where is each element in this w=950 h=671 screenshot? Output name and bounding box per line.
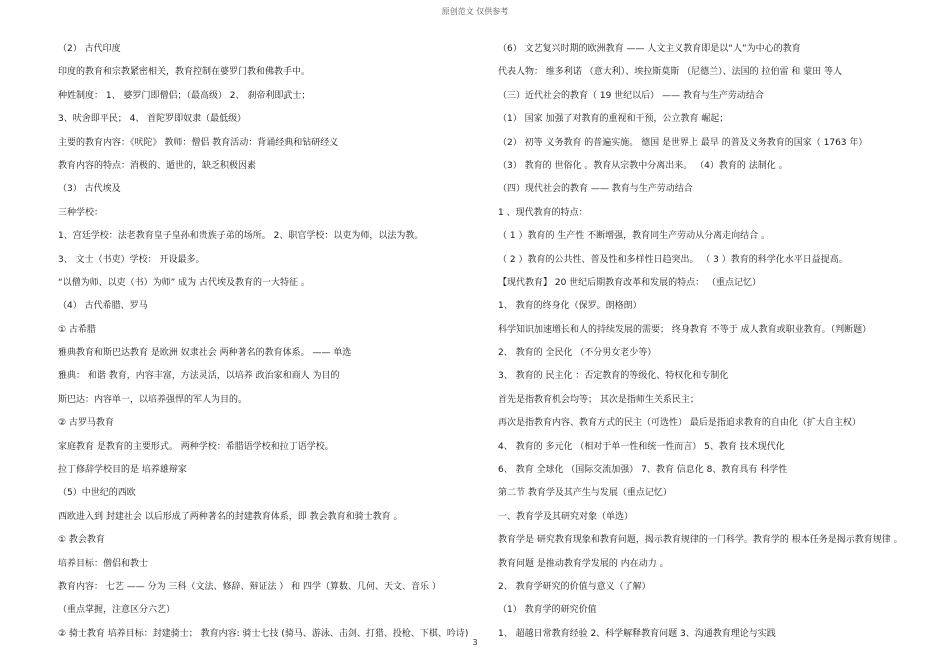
text-line: 教育问题 是推动教育学发展的 内在动力 。 — [498, 558, 669, 569]
text-line: 2、 教育的 全民化 （不分男女老少等） — [498, 348, 657, 359]
text-line: 3、 文士（书吏）学校： 开设最多。 — [58, 254, 205, 265]
text-line: 2、 教育学研究的价值与意义（了解） — [498, 581, 651, 592]
text-line: （6） 文艺复兴时期的欧洲教育 —— 人文主义教育即是以“人”为中心的教育 — [498, 44, 801, 54]
text-line: （三）近代社会的教育（ 19 世纪以后） —— 教育与生产劳动结合 — [498, 90, 764, 101]
text-line: 科学知识加速增长和人的持续发展的需要； 终身教育 不等于 成人教育或职业教育。（判断题） — [498, 324, 872, 335]
text-line: 1 、现代教育的特点： — [498, 207, 588, 218]
text-line: 家庭教育 是教育的主要形式。 两种学校：希腊语学校和拉丁语学校。 — [58, 441, 334, 452]
text-line: 首先是指教育机会均等； 其次是指师生关系民主； — [498, 394, 699, 405]
text-line: 1、 超越日常教育经验 2、科学解释教育问题 3、沟通教育理论与实践 — [498, 628, 776, 639]
text-line: 三种学校： — [58, 207, 104, 218]
text-line: 教育学是 研究教育现象和教育问题，揭示教育规律的一门科学。教育学的 根本任务是揭示教育规律 。 — [498, 535, 903, 546]
text-line: 培养目标：僧侣和教士 — [58, 558, 149, 569]
right-column — [498, 38, 938, 646]
text-line: ② 骑士教育 培养目标：封建骑士； 教育内容: 骑士七技 (骑马、游泳、击剑、打猎、投枪、下棋、吟诗) — [58, 628, 468, 639]
text-line: 1、宫廷学校：法老教育皇子皇孙和贵族子弟的场所。 2、职官学校：以吏为师，以法为教。 — [58, 231, 424, 242]
text-line: 3、吠舍即平民； 4、 首陀罗即奴隶（最低级） — [58, 114, 247, 125]
text-line: 西欧进入到 封建社会 以后形成了两种著名的封建教育体系，即 教会教育和骑士教育 。 — [58, 511, 403, 522]
text-line: 教育内容： 七艺 —— 分为 三科（文法、修辞、辩证法 ） 和 四学（算数、几何、天文、音乐 ） — [58, 581, 441, 592]
page-number: 3 — [472, 638, 478, 647]
text-line: ① 教会教育 — [58, 535, 105, 546]
text-line: 一、教育学及其研究对象（单选） — [498, 511, 634, 522]
text-line: 雅典： 和谐 教育，内容丰富，方法灵活，以培养 政治家和商人 为目的 — [58, 371, 340, 382]
text-line: （2） 初等 义务教育 的普遍实施。 德国 是世界上 最早 的普及义务教育的国家（ 1763 年） — [498, 137, 868, 148]
text-line: （5）中世纪的西欧 — [58, 488, 136, 499]
text-line: （重点掌握，注意区分六艺） — [58, 605, 176, 616]
left-column — [58, 38, 468, 646]
text-line: （2） 古代印度 — [58, 44, 121, 54]
text-line: ② 古罗马教育 — [58, 418, 114, 429]
text-line: （3） 古代埃及 — [58, 184, 121, 195]
text-line: 主要的教育内容：《吠陀》 教师：僧侣 教育活动：背诵经典和钻研经义 — [58, 137, 339, 148]
text-line: 教育内容的特点：消极的、遁世的，缺乏积极因素 — [58, 160, 257, 171]
text-line: 斯巴达：内容单一，以培养强悍的军人为目的。 — [58, 394, 248, 405]
text-line: （ 1 ）教育的 生产性 不断增强，教育同生产劳动从分离走向结合 。 — [498, 231, 771, 242]
text-line: 4、 教育的 多元化 （相对于单一性和统一性而言） 5、教育 技术现代化 — [498, 441, 785, 452]
text-line: 代表人物： 维多利诺 （意大利）、埃拉斯莫斯 （尼德兰）、法国的 拉伯雷 和 蒙田 等人 — [498, 67, 843, 78]
text-line: ① 古希腊 — [58, 324, 96, 335]
text-line: （四）现代社会的教育 —— 教育与生产劳动结合 — [498, 184, 693, 195]
text-line: 印度的教育和宗教紧密相关，教育控制在婆罗门教和佛教手中。 — [58, 67, 311, 78]
text-line: “以僧为师、以吏（书）为师” 成为 古代埃及教育的一大特征 。 — [58, 277, 310, 288]
text-line: 再次是指教育内容、教育方式的民主（可选性） 最后是指追求教育的自由化（扩大自主权） — [498, 418, 861, 429]
text-line: （3） 教育的 世俗化 。教育从宗教中分离出来。 （4）教育的 法制化 。 — [498, 160, 788, 171]
text-line: 第二节 教育学及其产生与发展（重点记忆） — [498, 488, 672, 499]
text-line: 1、 教育的终身化（保罗。朗格朗） — [498, 301, 642, 312]
text-line: （4） 古代希腊、罗马 — [58, 301, 148, 312]
text-line: 雅典教育和斯巴达教育 是欧洲 奴隶社会 两种著名的教育体系。 —— 单选 — [58, 348, 352, 359]
page-header: 原创范文 仅供参考 — [441, 7, 509, 16]
text-line: （1） 教育学的研究价值 — [498, 605, 597, 616]
text-line: （ 2 ）教育的公共性、普及性和多样性日趋突出。 （ 3 ）教育的科学化水平日益提高。 — [498, 254, 848, 265]
text-line: 拉丁修辞学校目的是 培养雄辩家 — [58, 465, 187, 476]
text-line: 种姓制度： 1、 婆罗门即僧侣；（最高级） 2、 刹帝利即武士； — [58, 90, 311, 101]
text-line: 3、 教育的 民主化 ：否定教育的等级化、特权化和专制化 — [498, 371, 729, 382]
text-line: （1） 国家 加强了对教育的重视和干预，公立教育 崛起； — [498, 114, 729, 125]
text-line: 【现代教育】 20 世纪后期教育改革和发展的特点： （重点记忆） — [498, 277, 762, 288]
text-line: 6、 教育 全球化 （国际交流加强） 7、教育 信息化 8、教育具有 科学性 — [498, 465, 788, 476]
